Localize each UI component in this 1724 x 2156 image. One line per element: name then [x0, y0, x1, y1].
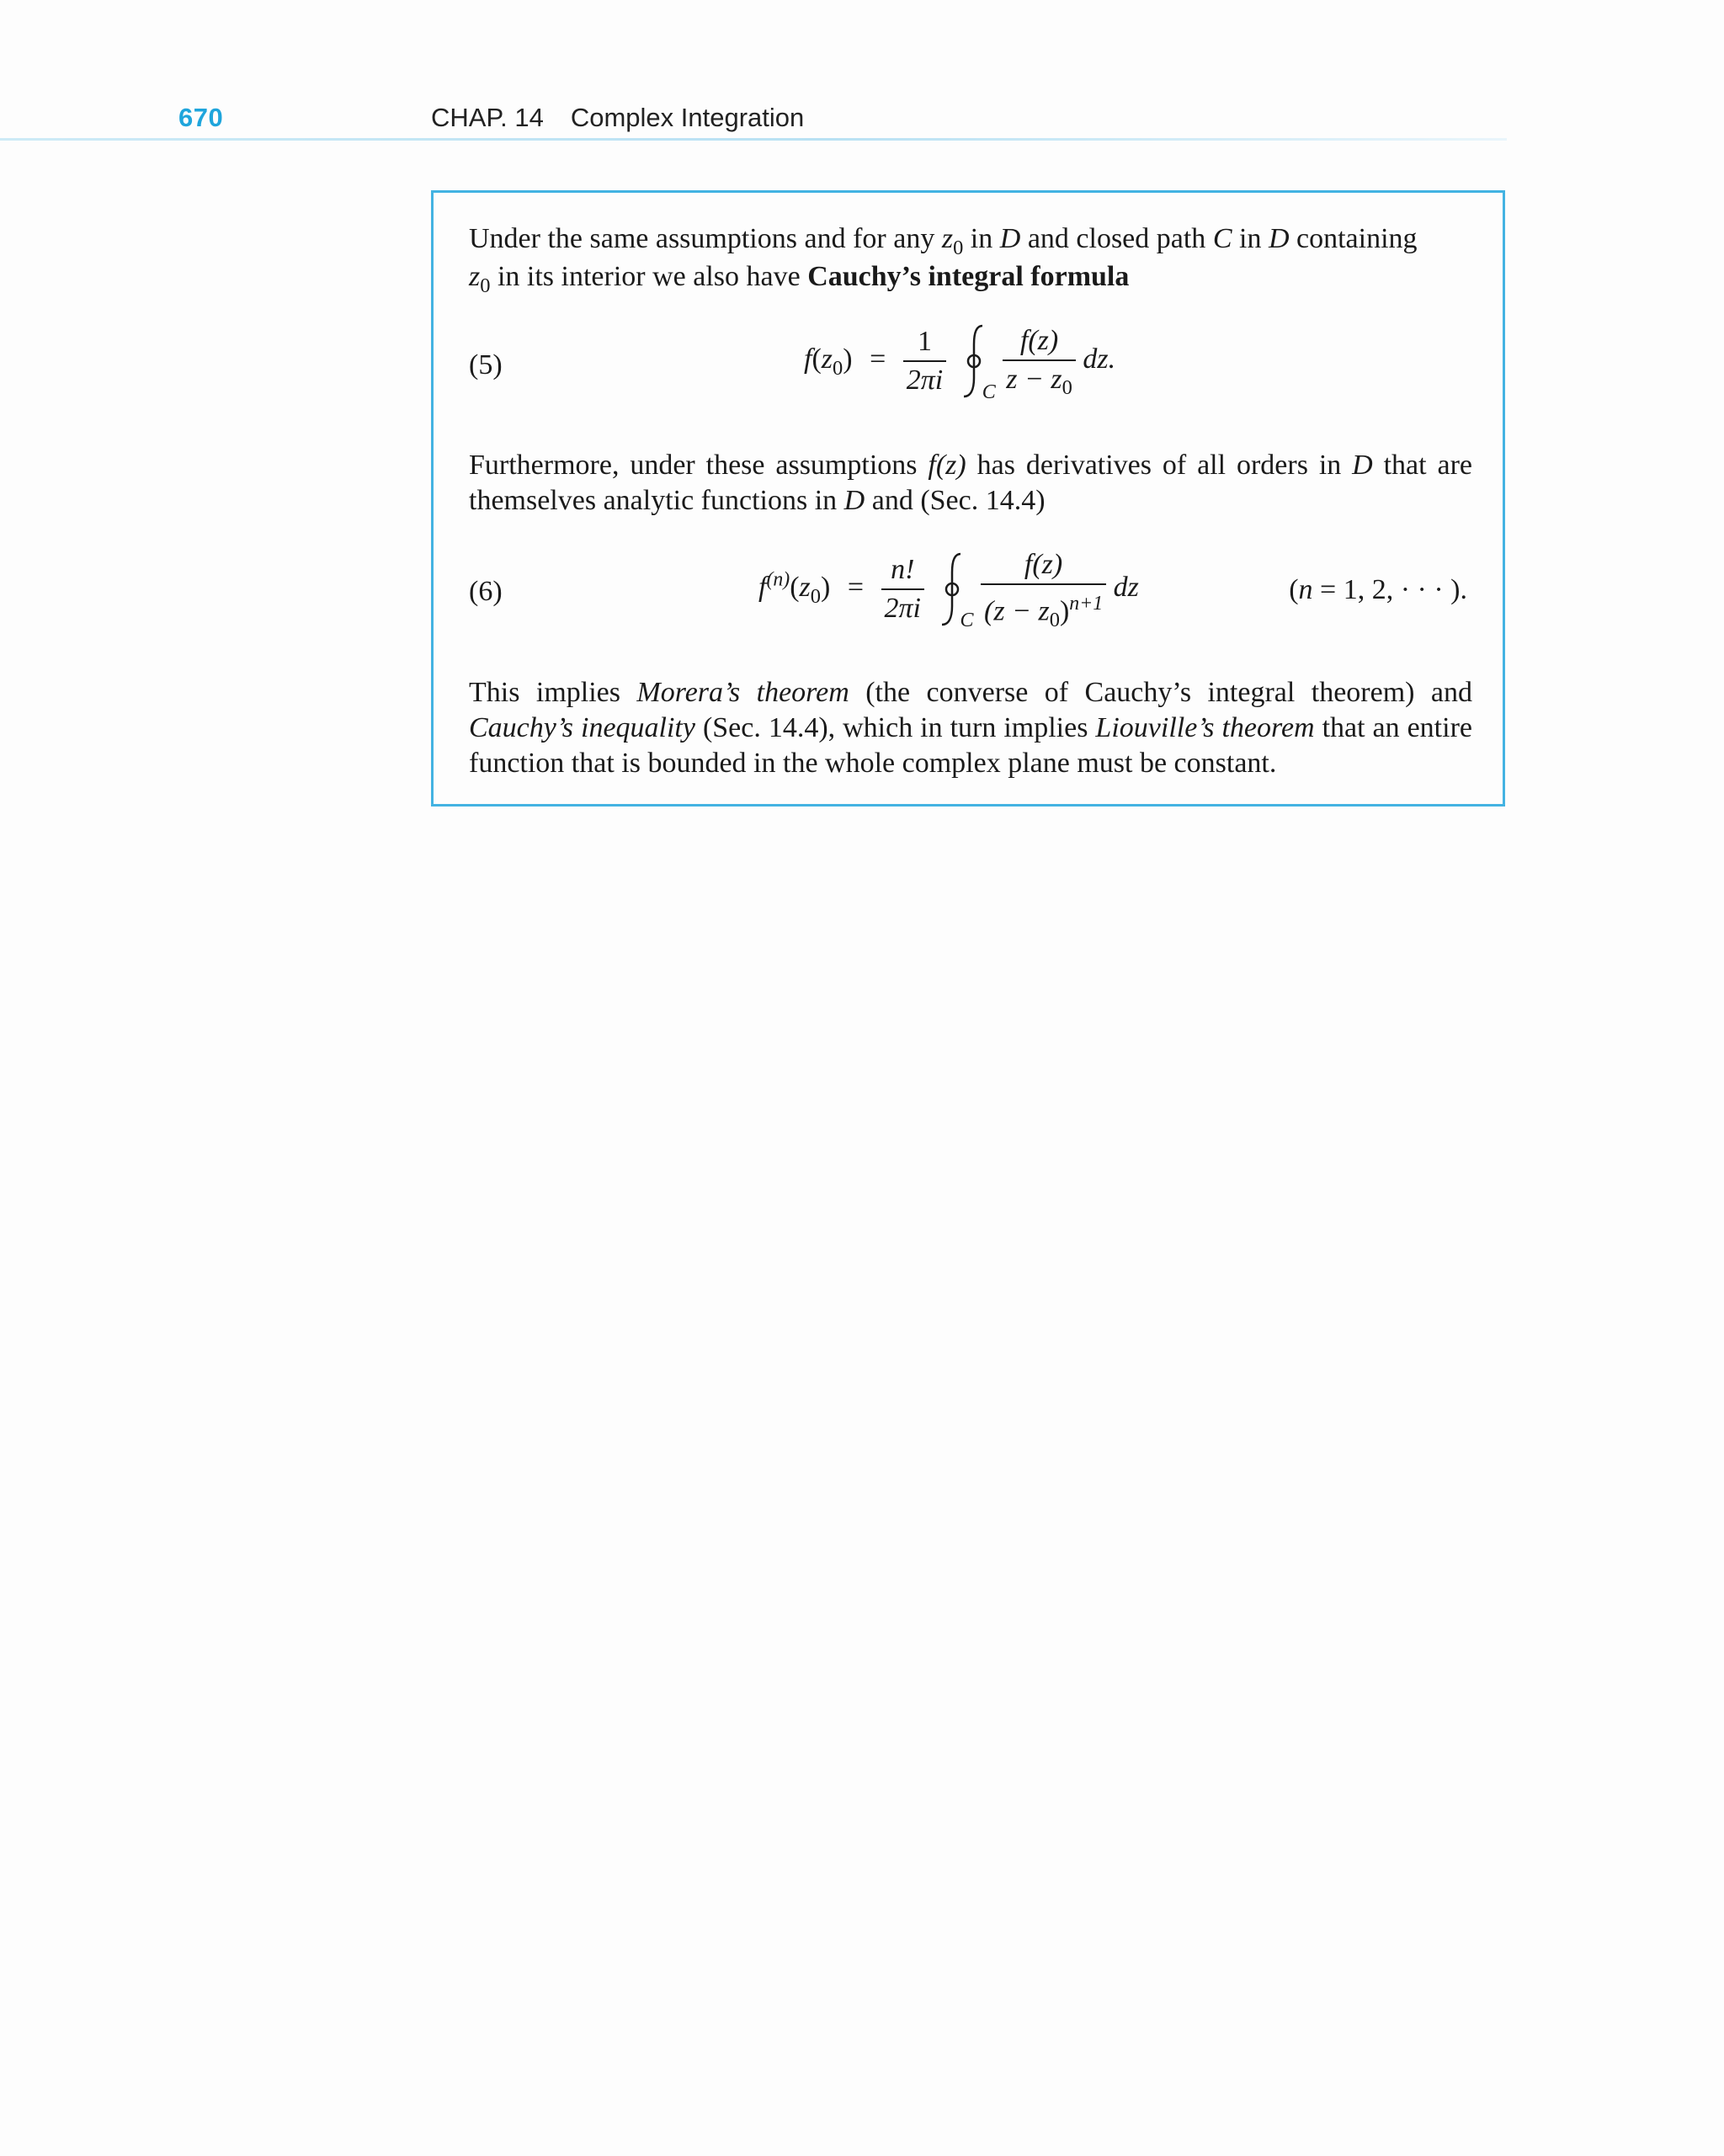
- contour-label: C: [960, 610, 974, 632]
- eq-equals: =: [870, 343, 886, 375]
- den-text: z − z: [1006, 363, 1062, 395]
- frac-numerator: f(z): [981, 546, 1106, 585]
- text: This implies: [469, 677, 637, 708]
- text: containing: [1289, 223, 1418, 254]
- frac-denominator: [981, 585, 1106, 632]
- text: and closed path: [1020, 223, 1213, 254]
- text: (Sec. 14.4), which in turn implies: [694, 712, 1096, 743]
- paragraph-derivatives: [469, 448, 1472, 519]
- eq-differential: dz.: [1083, 343, 1116, 375]
- eq-lhs-close: ): [843, 343, 853, 375]
- text: that an entire function that is bounded in the whole complex plane must be constant.: [469, 712, 1472, 779]
- den-close: ): [1059, 595, 1070, 627]
- math-z: z: [469, 261, 481, 292]
- chapter-label: CHAP. 14: [431, 103, 544, 132]
- den-sup: n+1: [1069, 593, 1104, 615]
- math-D: D: [1352, 450, 1373, 481]
- equation-5: [804, 319, 1115, 403]
- fraction-fz-over-power: [981, 546, 1106, 632]
- fraction-nfact-over-2pi-i: [881, 551, 924, 627]
- equation-6: [758, 546, 1139, 632]
- eq-lhs-f: f: [804, 343, 812, 375]
- cond-n: n: [1298, 574, 1313, 605]
- text: (the converse of Cauchy’s integral theorem) and: [849, 677, 1473, 708]
- eq-lhs-sub: 0: [810, 584, 821, 608]
- frac-denominator: 2πi: [906, 365, 944, 396]
- paragraph-consequences: [469, 675, 1472, 781]
- contour-integral-icon: [932, 547, 974, 631]
- cond-rest: = 1, 2, · · · ).: [1312, 574, 1467, 605]
- text: that are themselves analytic functions in: [469, 450, 1472, 516]
- math-D: D: [843, 485, 865, 516]
- math-fz: f(z): [928, 450, 966, 481]
- text: in its interior we also have: [490, 261, 808, 292]
- eq-lhs-sub: 0: [833, 356, 843, 380]
- frac-denominator: [1003, 361, 1076, 401]
- eq-equals: =: [847, 571, 865, 603]
- eq-lhs-z: z: [799, 571, 811, 603]
- den-sub: 0: [1062, 376, 1072, 400]
- header-rule: [0, 138, 1507, 141]
- frac-numerator: n!: [881, 551, 924, 590]
- den-text: (z − z: [984, 595, 1050, 627]
- fraction-fz-over-z-minus-z0: [1003, 322, 1076, 401]
- chapter-title: Complex Integration: [570, 103, 805, 132]
- equation-label-6: (6): [469, 576, 503, 607]
- chapter-heading: [431, 103, 804, 133]
- math-z: z: [941, 223, 954, 254]
- math-subscript: 0: [953, 236, 964, 259]
- math-C: C: [1212, 223, 1232, 254]
- math-D: D: [1268, 223, 1290, 254]
- italic-term: Cauchy’s inequality: [469, 712, 695, 743]
- eq-lhs-sup: (n): [766, 568, 790, 591]
- text: has derivatives of all orders in: [966, 450, 1353, 481]
- italic-term: Liouville’s theorem: [1095, 712, 1315, 743]
- equation-label-5: (5): [469, 349, 503, 381]
- eq-lhs-close: ): [821, 571, 831, 603]
- frac-denominator: 2πi: [884, 593, 921, 625]
- text: and (Sec. 14.4): [865, 485, 1046, 516]
- eq-differential: dz: [1113, 571, 1139, 603]
- page-number: 670: [178, 103, 224, 132]
- eq-lhs-open: (: [790, 571, 800, 603]
- frac-numerator: f(z): [1003, 322, 1076, 361]
- eq-lhs-f: f: [758, 571, 767, 603]
- math-D: D: [999, 223, 1021, 254]
- frac-numerator: 1: [903, 323, 946, 362]
- bold-term: Cauchy’s integral formula: [807, 261, 1130, 292]
- contour-label: C: [982, 381, 996, 403]
- eq-lhs-open: (: [811, 343, 822, 375]
- den-sub: 0: [1049, 609, 1060, 632]
- text: Under the same assumptions and for any: [469, 223, 942, 254]
- italic-term: Morera’s theorem: [636, 677, 849, 708]
- text: in: [1232, 223, 1269, 254]
- summary-box: [431, 190, 1505, 807]
- text: in: [963, 223, 1000, 254]
- cond-open: (: [1289, 574, 1299, 605]
- text: Furthermore, under these assumptions: [469, 450, 929, 481]
- equation-6-condition: [1289, 574, 1467, 606]
- contour-integral-icon: [954, 319, 996, 403]
- paragraph-cauchy-formula-intro: [469, 221, 1472, 297]
- math-subscript: 0: [480, 274, 491, 297]
- fraction-1-over-2pi-i: [903, 323, 946, 399]
- eq-lhs-z: z: [821, 343, 833, 375]
